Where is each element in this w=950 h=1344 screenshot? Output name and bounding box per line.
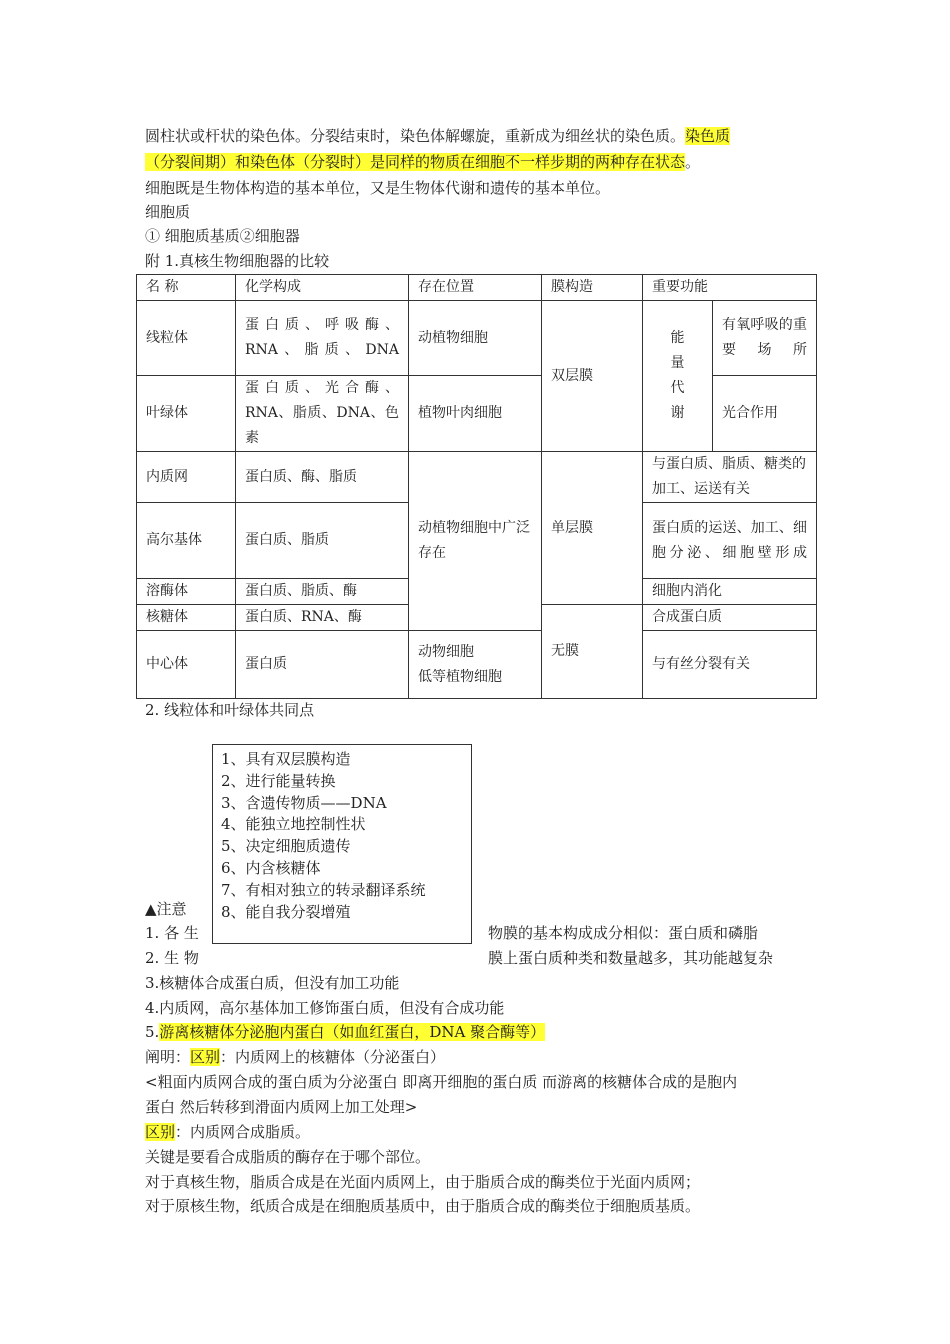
- table-row: [137, 301, 817, 376]
- organelle-name: 线粒体: [137, 301, 236, 376]
- membrane-cell: 无膜: [542, 605, 643, 699]
- header-function: 重要功能: [643, 275, 817, 301]
- composition-cell: 蛋白质、酶、脂质: [236, 452, 409, 503]
- explanation-1: 阐明：区别：内质网上的核糖体（分泌蛋白）: [145, 1048, 446, 1066]
- header-composition: 化学构成: [236, 275, 409, 301]
- list-item: 4、能独立地控制性状: [221, 815, 366, 834]
- organelle-name: 中心体: [137, 631, 236, 699]
- note-2-left: 2. 生 物: [145, 949, 199, 967]
- composition-cell: 蛋白质、脂质: [236, 503, 409, 579]
- function-cell: 合成蛋白质: [643, 605, 817, 631]
- note-5: 5.游离核糖体分泌胞内蛋白（如血红蛋白，DNA 聚合酶等）: [145, 1023, 546, 1041]
- location-cell: 动植物细胞中广泛存在: [409, 452, 542, 631]
- organelle-name: 高尔基体: [137, 503, 236, 579]
- paragraph-3: 细胞既是生物体构造的基本单位，又是生物体代谢和遗传的基本单位。: [145, 179, 611, 197]
- header-location: 存在位置: [409, 275, 542, 301]
- paragraph-1: 圆柱状或杆状的染色体。分裂结束时，染色体解螺旋，重新成为细丝状的染色质。染色质: [145, 127, 731, 145]
- organelle-name: 核糖体: [137, 605, 236, 631]
- organelle-name: 内质网: [137, 452, 236, 503]
- function-cell: 有氧呼吸的重要场所: [713, 301, 817, 376]
- list-item: 5、决定细胞质遗传: [221, 837, 351, 856]
- organelle-name: 溶酶体: [137, 579, 236, 605]
- membrane-cell: 双层膜: [542, 301, 643, 452]
- explanation-6: 对于真核生物，脂质合成是在光面内质网上，由于脂质合成的酶类位于光面内质网；: [145, 1173, 701, 1191]
- header-name: 名 称: [137, 275, 236, 301]
- composition-cell: 蛋白质、脂质、酶: [236, 579, 409, 605]
- explanation-7: 对于原核生物，纸质合成是在细胞质基质中，由于脂质合成的酶类位于细胞质基质。: [145, 1197, 701, 1215]
- highlight: 区别: [145, 1123, 176, 1141]
- table-row: [137, 631, 817, 699]
- note-4: 4.内质网，高尔基体加工修饰蛋白质，但没有合成功能: [145, 999, 505, 1017]
- highlight: （分裂间期）和染色体（分裂时）是同样的物质在细胞不一样步期的两种存在状态: [145, 153, 686, 171]
- composition-cell: 蛋白质: [236, 631, 409, 699]
- paragraph-4: 细胞质: [145, 203, 191, 221]
- composition-cell: 蛋白质、RNA、酶: [236, 605, 409, 631]
- table-row: [137, 376, 817, 452]
- table-header-row: [137, 275, 817, 301]
- note-3: 3.核糖体合成蛋白质，但没有加工功能: [145, 974, 400, 992]
- table-row: [137, 452, 817, 503]
- paragraph-5: ① 细胞质基质②细胞器: [145, 227, 300, 245]
- organelle-comparison-table: [136, 274, 817, 699]
- list-item: 2、进行能量转换: [221, 771, 336, 790]
- function-cell: 细胞内消化: [643, 579, 817, 605]
- function-cell: 与蛋白质、脂质、糖类的加工、运送有关: [643, 452, 817, 503]
- location-cell: 动物细胞 低等植物细胞: [409, 631, 542, 699]
- function-cell: 光合作用: [713, 376, 817, 452]
- location-cell: 植物叶肉细胞: [409, 376, 542, 452]
- membrane-cell: 单层膜: [542, 452, 643, 605]
- note-1-left: 1. 各 生: [145, 924, 199, 942]
- composition-cell: 蛋白质、呼吸酶、RNA、脂质、DNA: [236, 301, 409, 376]
- function-cell: 蛋白质的运送、加工、细胞分泌、细胞壁形成: [643, 503, 817, 579]
- explanation-5: 关键是要看合成脂质的酶存在于哪个部位。: [145, 1148, 431, 1166]
- list-item: 7、有相对独立的转录翻译系统: [221, 880, 426, 899]
- highlight: 游离核糖体分泌胞内蛋白（如血红蛋白，DNA 聚合酶等）: [159, 1023, 546, 1041]
- table-caption: 附 1.真核生物细胞器的比较: [145, 252, 330, 270]
- explanation-4: 区别：内质网合成脂质。: [145, 1123, 311, 1141]
- list-item: 8、能自我分裂增殖: [221, 902, 351, 921]
- note-1-right: 物膜的基本构成成分相似：蛋白质和磷脂: [488, 924, 759, 942]
- highlight: 区别: [190, 1048, 221, 1066]
- list-item: 1、具有双层膜构造: [221, 750, 351, 768]
- explanation-2: <粗面内质网合成的蛋白质为分泌蛋白 即离开细胞的蛋白质 而游离的核糖体合成的是胞内: [145, 1073, 738, 1091]
- list-item: 3、含遗传物质——DNA: [221, 793, 387, 812]
- energy-metabolism-cell: 能量代谢: [643, 301, 713, 452]
- composition-cell: 蛋白质、光合酶、RNA、脂质、DNA、色素: [236, 376, 409, 452]
- notes-heading: ▲注意: [145, 900, 187, 918]
- location-cell: 动植物细胞: [409, 301, 542, 376]
- function-cell: 与有丝分裂有关: [643, 631, 817, 699]
- list-item: 6、内含核糖体: [221, 858, 321, 877]
- common-points-box: [212, 744, 472, 944]
- organelle-name: 叶绿体: [137, 376, 236, 452]
- header-membrane: 膜构造: [542, 275, 643, 301]
- highlight: 染色质: [685, 127, 731, 145]
- common-points-title: 2. 线粒体和叶绿体共同点: [145, 701, 315, 719]
- paragraph-2: （分裂间期）和染色体（分裂时）是同样的物质在细胞不一样步期的两种存在状态。: [145, 153, 701, 171]
- explanation-3: 蛋白 然后转移到滑面内质网上加工处理>: [145, 1098, 418, 1116]
- note-2-right: 膜上蛋白质种类和数量越多，其功能越复杂: [488, 949, 774, 967]
